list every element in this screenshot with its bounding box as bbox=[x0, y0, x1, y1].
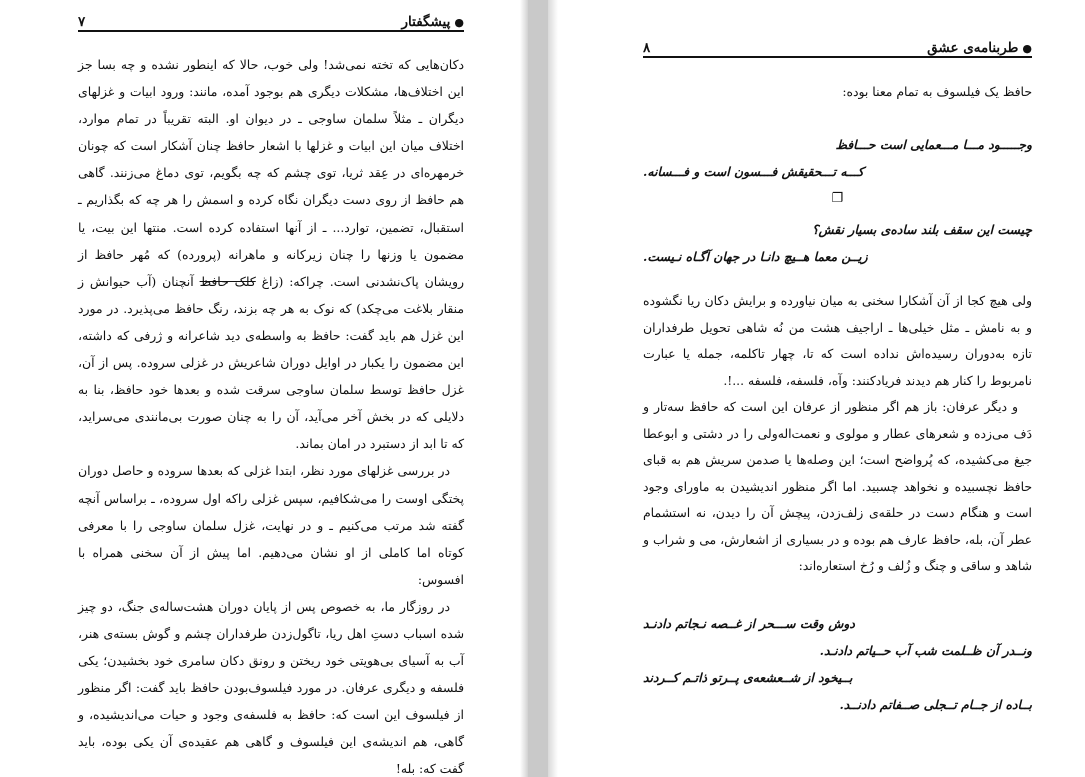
gutter-shadow-right bbox=[548, 0, 558, 777]
right-paragraph-1: ولی هیچ کجا از آن آشکارا سخنی به میان نیاورده و برایش دکان ریا نگشوده و به نامش ـ مثل خیلی‌ها ـ اراجیف هشت من نُه شاهی تحویل طرفداران تازه به‌دوران رسیده‌اش نداده است که تا، چهار تاکلمه، جمله یا عبارت نامربوط را کنار هم دیدند فریادکنند: وآه، فلسفه، فلسفه ...!. bbox=[643, 293, 1032, 388]
intro-line: حافظ یک فیلسوف به تمام معنا بوده: bbox=[842, 84, 1032, 99]
bullet-icon: ● bbox=[1022, 42, 1032, 55]
left-header-title: ●پیشگفتار bbox=[401, 14, 464, 30]
verse-2-line-2: زیــن معما هــیچ دانـا در جهان آگـاه نـیست. bbox=[643, 249, 868, 264]
left-paragraph-3: در روزگار ما، به خصوص پس از پایان دوران هشت‌ساله‌ی جنگ، دو چیز شده اسباب دستِ اهل ریا، تاگول‌زدن طرفداران چشم و گوش بسته‌ی هنر، آب به آسیای بی‌هویتی خود ریختن و رونق دکان سامری خود بخشیدن؛ یکی فلسفه و دیگری عرفان. در مورد فیلسوف‌بودن حافظ باید گفت: اگر منظور از فیلسوف این است که: حافظ به فلسفه‌ی وجود و حیات می‌اندیشیده، و گاهی، هم اندیشه‌ی این فیلسوف و گاهی هم عقیده‌ی آن یکی بوده، باید گفت که: بله! bbox=[78, 598, 464, 777]
right-paragraph-2: و دیگر عرفان: باز هم اگر منظور از عرفان این است که حافظ سه‌تار و دَف می‌زده و شعرهای عطار و مولوی و نعمت‌اله‌ولی را در دشتی و ابوعطا جیغ می‌کشیده، که پُرواضح است؛ این وصله‌ها یا صدمن سریش هم به قبای حافظ نچسبیده و نخواهد چسبید. اما اگر منظور اندیشیدن به ماورای وجود است و هنگام دست در حلقه‌ی زلف‌زدن، پیچش آن را دیدن، نه استشمام عطر آن، بله، حافظ عارف هم بوده و در بسیاری از اشعارش، می و شراب و شاهد و ساقی و چنگ و زُلف و رُخ استعاره‌اند: bbox=[643, 399, 1032, 573]
verse-3-line-2: ونــدر آن ظــلمت شب آب حــیاتم دادنـد. bbox=[819, 642, 1032, 658]
right-page-body bbox=[643, 79, 1032, 718]
bullet-icon: ● bbox=[454, 16, 464, 29]
struck-text: کلک حافظ bbox=[199, 273, 256, 289]
left-page-header bbox=[78, 6, 464, 32]
right-header-title: ●طربنامه‌ی عشق bbox=[927, 40, 1032, 56]
verse-1-line-1: وجـــــود مـــا مـــعمایی است حـــافظ bbox=[835, 137, 1032, 152]
verse-1-line-2: کـــه تـــحقیقش فـــسون است و فـــسانه. bbox=[643, 164, 864, 179]
left-page bbox=[0, 0, 528, 777]
verse-3-line-1: دوش وقت ســـحر از غــصه نـجاتم دادنـد bbox=[643, 615, 855, 631]
left-paragraph-1: دکان‌هایی که تخته نمی‌شد! ولی خوب، حالا که اینطور نشده و چه بسا جز این اختلاف‌ها، مشکلات دیگری هم بوجود آمده، مانند: ورود ابیات و غزلهای دیگران ـ مثلاً سلمان ساوجی ـ در دیوان او. البته تقریباً در تمام موارد، اختلاف میان این ابیات و غزلها با اشعار حافظ چنان آشکار است که چونان خرمهره‌ای در عِقد ثریا، توی چشم که چه بگویم، توی دماغ می‌زنند. گاهی هم حافظ از روی دست دیگران نگاه کرده و اسمش را هر چه که بگذاریم ـ استقبال، تضمین، توارد... ـ از آنها استفاده کرده است. منتها این بیت، یا مضمون یا وزنها را چنان زیرکانه و ماهرانه (پرورده) که مُهر حافظ از رویشان پاک‌نشدنی است. چراکه: (زاغ کلک حافظ آنچنان (آب حیوانش ز منقار بلاغت می‌چکد) که نوک به هر چه بزند، رنگ حافظ می‌پذیرد. در مورد این غزل هم باید گفت: حافظ به واسطه‌ی دید شاعرانه و ژرفی که داشته، این مضمون را یکبار در اوایل دوران شاعریش در غزلی سروده. پس از آن، غزل حافظ توسط سلمان ساوجی سرقت شده و بعدها خود حافظ، بنا به دلایلی که در بخش آخر می‌آید، آن را به چنان صورت بی‌مانندی می‌سراید، که تا ابد از دستبرد در امان بماند. bbox=[78, 57, 464, 452]
separator-box-icon: ❐ bbox=[831, 191, 844, 206]
verse-3-line-3: بــیخود از شــعشعه‌ی پــرتو ذاتـم کــردند bbox=[643, 669, 853, 685]
gutter-shadow-left bbox=[520, 0, 528, 777]
right-page bbox=[548, 0, 1085, 777]
verse-2-line-1: چیست این سقف بلند ساده‌ی بسیار نقش؟ bbox=[811, 222, 1032, 237]
right-page-header bbox=[643, 32, 1032, 58]
left-paragraph-2: در بررسی غزلهای مورد نظر، ابتدا غزلی که بعدها سروده و حاصل دوران پختگی اوست را می‌شکافیم، سپس غزلی راکه اول سروده، ـ براساس آنچه گفته شد مرتب می‌کنیم ـ و در نهایت، غزل سلمان ساوجی را با معرفی کوتاه اما کاملی از او نشان می‌دهیم. اما پیش از آن سخنی همراه با افسوس: bbox=[78, 463, 464, 587]
right-page-number: ۸ bbox=[643, 40, 651, 56]
left-page-body bbox=[78, 51, 464, 777]
left-page-number: ۷ bbox=[78, 14, 86, 30]
verse-3-line-4: بــاده از جــام تــجلی صــفاتم دادنــد. bbox=[839, 696, 1032, 712]
